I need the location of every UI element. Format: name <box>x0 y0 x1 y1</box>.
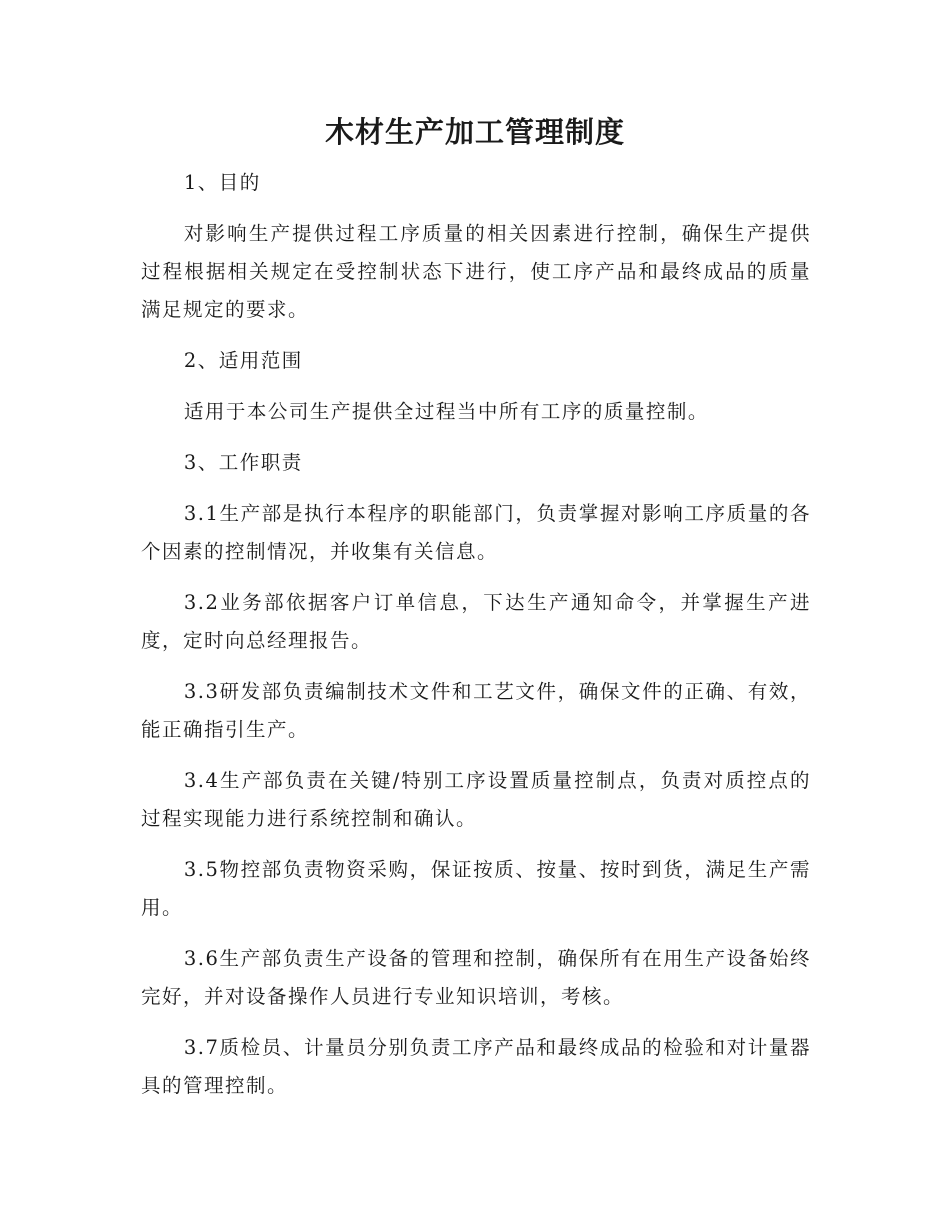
paragraph-3-7: 3.7质检员、计量员分别负责工序产品和最终成品的检验和对计量器具的管理控制。 <box>141 1036 811 1097</box>
document-body <box>141 164 811 1118</box>
paragraph-scope: 适用于本公司生产提供全过程当中所有工序的质量控制。 <box>183 400 709 423</box>
paragraph-3-5: 3.5物控部负责物资采购，保证按质、按量、按时到货，满足生产需用。 <box>141 858 811 919</box>
section-heading-purpose: 1、目的 <box>183 171 261 194</box>
paragraph-3-6: 3.6生产部负责生产设备的管理和控制，确保所有在用生产设备始终完好，并对设备操作人员进行专业知识培训，考核。 <box>141 947 811 1008</box>
section-heading-responsibilities: 3、工作职责 <box>183 451 303 474</box>
document-title: 木材生产加工管理制度 <box>324 115 625 149</box>
paragraph-3-3: 3.3研发部负责编制技术文件和工艺文件，确保文件的正确、有效，能正确指引生产。 <box>141 680 811 741</box>
paragraph-3-2: 3.2业务部依据客户订单信息，下达生产通知命令，并掌握生产进度，定时向总经理报告。 <box>141 591 811 652</box>
paragraph-3-1: 3.1生产部是执行本程序的职能部门，负责掌握对影响工序质量的各个因素的控制情况，并收集有关信息。 <box>141 502 811 563</box>
section-heading-scope: 2、适用范围 <box>183 349 303 372</box>
paragraph-purpose: 对影响生产提供过程工序质量的相关因素进行控制，确保生产提供过程根据相关规定在受控制状态下进行，使工序产品和最终成品的质量满足规定的要求。 <box>141 222 811 321</box>
paragraph-3-4: 3.4生产部负责在关键/特别工序设置质量控制点，负责对质控点的过程实现能力进行系统控制和确认。 <box>141 769 811 830</box>
